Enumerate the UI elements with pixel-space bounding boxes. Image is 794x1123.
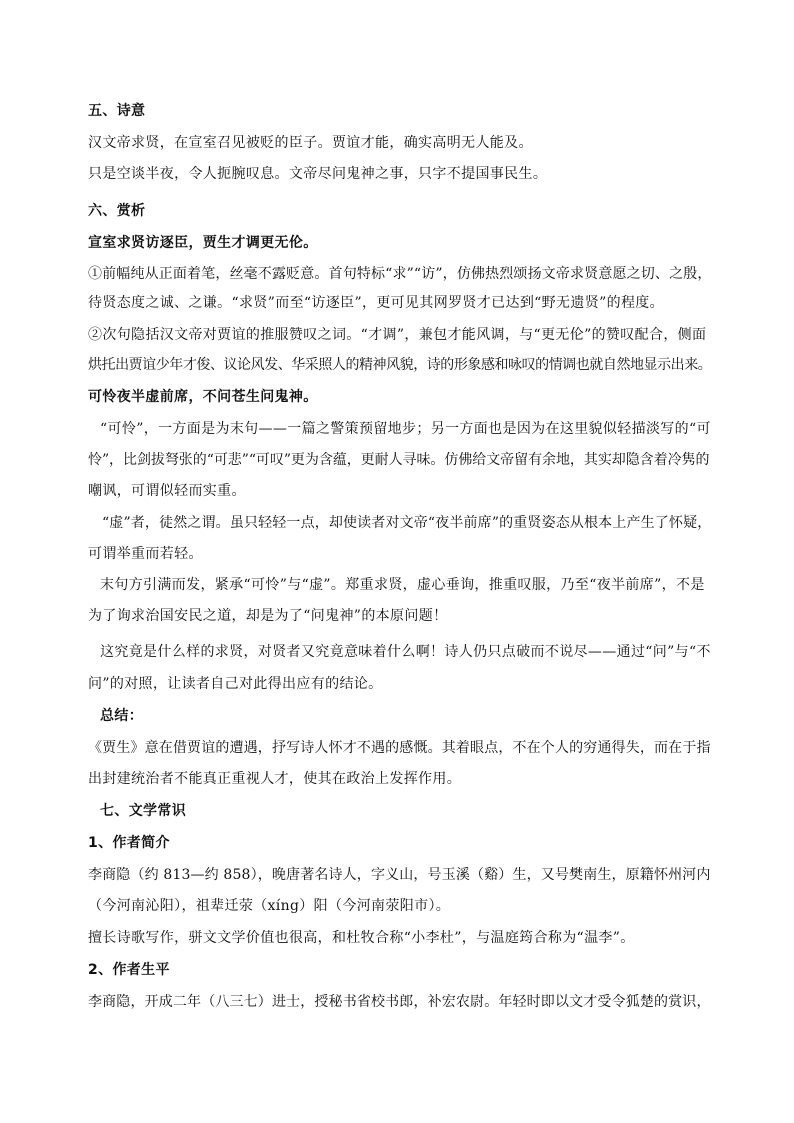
paragraph-line: 烘托出贾谊少年才俊、议论风发、华采照人的精神风貌，诗的形象感和咏叹的情调也就自然地显示出来。 [88, 357, 712, 373]
paragraph-line: 擅长诗歌写作，骈文文学价值也很高，和杜牧合称“小李杜”，与温庭筠合称为“温李”。 [88, 930, 635, 946]
verse-heading: 宣室求贤访逐臣，贾生才调更无伦。 [88, 235, 318, 251]
section-5-title: 五、诗意 [88, 103, 146, 119]
paragraph-line: 李商隐，开成二年（八三七）进士，授秘书省校书郎，补宏农尉。年轻时即以文才受令狐楚的赏识， [88, 994, 711, 1010]
paragraph-line: “可怜”，一方面是为末句——一篇之警策预留地步；另一方面也是因为在这里貌似轻描淡写的“可 [100, 421, 711, 437]
paragraph-line: 这究竟是什么样的求贤，对贤者又究竟意味着什么啊！诗人仍只点破而不说尽——通过“问”与“不 [100, 644, 711, 660]
summary-title: 总结： [100, 708, 144, 724]
subsection-title: 1、作者简介 [88, 835, 170, 851]
paragraph-line: ①前幅纯从正面着笔，丝毫不露贬意。首句特标“求”“访”，仿佛热烈颂扬文帝求贤意愿之切、之殷， [88, 266, 712, 282]
paragraph-line: 可谓举重而若轻。 [88, 546, 203, 562]
paragraph-line: （今河南沁阳），祖辈迁荥（xíng）阳（今河南荥阳市）。 [88, 898, 451, 914]
paragraph-line: 《贾生》意在借贾谊的遭遇，抒写诗人怀才不遇的感慨。其着眼点，不在个人的穷通得失，而在于指 [88, 740, 711, 756]
paragraph-line: 出封建统治者不能真正重视人才，使其在政治上发挥作用。 [88, 771, 462, 787]
paragraph-line: 怜”，比剑拔弩张的“可悲”“可叹”更为含蕴，更耐人寻味。仿佛给文帝留有余地，其实却隐含着冷隽的 [88, 452, 710, 468]
paragraph-line: 为了询求治国安民之道，却是为了“问鬼神”的本原问题！ [88, 608, 448, 624]
paragraph-line: 问”的对照，让读者自己对此得出应有的结论。 [88, 676, 383, 692]
section-6-title: 六、赏析 [88, 203, 146, 219]
paragraph: 只是空谈半夜，令人扼腕叹息。文帝尽问鬼神之事，只字不提国事民生。 [88, 166, 548, 182]
paragraph-line: 李商隐（约 813—约 858），晚唐著名诗人，字义山，号玉溪（谿）生，又号樊南生，原籍怀州河内 [88, 867, 711, 883]
paragraph-line: 嘲讽，可谓似轻而实重。 [88, 483, 246, 499]
paragraph-line: ②次句隐括汉文帝对贾谊的推服赞叹之词。“才调”，兼包才能风调，与“更无伦”的赞叹配合，侧面 [88, 327, 707, 343]
paragraph-line: 待贤态度之诚、之谦。“求贤”而至“访逐臣”，更可见其网罗贤才已达到“野无遗贤”的程度。 [88, 295, 664, 311]
verse-heading: 可怜夜半虚前席，不问苍生问鬼神。 [88, 389, 318, 405]
paragraph-line: “虚”者，徒然之谓。虽只轻轻一点，却使读者对文帝“夜半前席”的重贤姿态从根本上产生了怀疑， [102, 515, 712, 531]
section-7-title: 七、文学常识 [100, 803, 187, 819]
paragraph: 汉文帝求贤，在宣室召见被贬的臣子。贾谊才能，确实高明无人能及。 [88, 135, 533, 151]
paragraph-line: 末句方引满而发，紧承“可怜”与“虚”。郑重求贤，虚心垂询，推重叹服，乃至“夜半前席”，不是 [100, 577, 705, 593]
subsection-title: 2、作者生平 [88, 962, 170, 978]
